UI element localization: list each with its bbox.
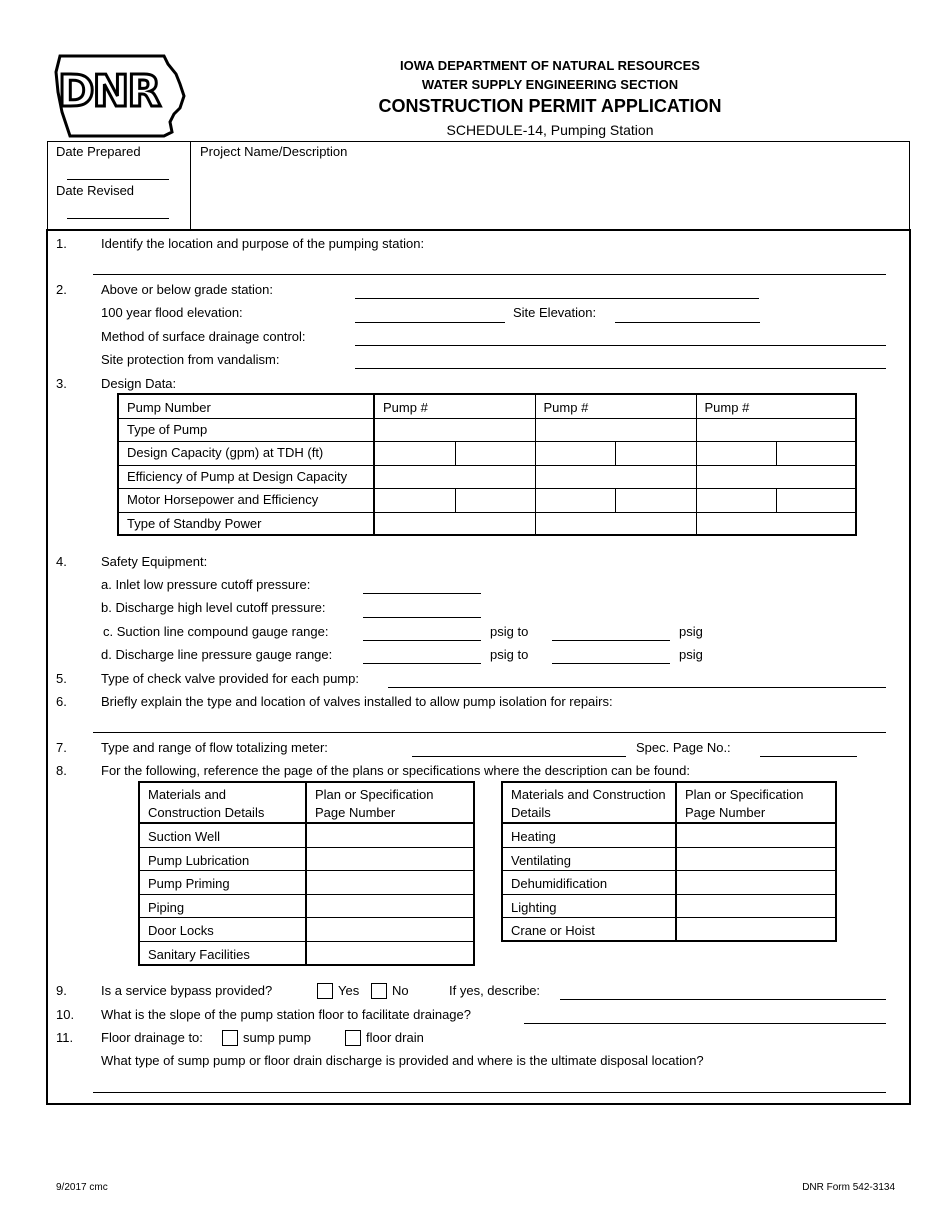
inlet-cutoff-field[interactable] — [363, 593, 481, 594]
q4b-label: b. Discharge high level cutoff pressure: — [101, 600, 326, 615]
table-cell[interactable] — [696, 441, 776, 465]
materials-table-right — [501, 781, 837, 942]
material-piping: Piping — [139, 894, 306, 917]
bypass-describe-field[interactable] — [560, 999, 886, 1000]
footer-form-number: DNR Form 542-3134 — [802, 1182, 895, 1193]
table-cell[interactable] — [306, 870, 474, 894]
table-cell[interactable] — [306, 941, 474, 965]
q5-number: 5. — [56, 671, 67, 686]
table-cell[interactable] — [676, 870, 836, 894]
q4-number: 4. — [56, 554, 67, 569]
table-cell[interactable] — [676, 894, 836, 917]
table-cell[interactable] — [696, 512, 856, 535]
pump-header-3: Pump # — [696, 394, 856, 418]
flood-elevation-field[interactable] — [355, 322, 505, 323]
table-cell[interactable] — [306, 894, 474, 917]
pump-header-2: Pump # — [535, 394, 696, 418]
row-standby-power: Type of Standby Power — [118, 512, 374, 535]
date-prepared-label: Date Prepared — [56, 144, 141, 159]
table-cell[interactable] — [306, 917, 474, 941]
table-cell[interactable] — [374, 512, 535, 535]
row-efficiency: Efficiency of Pump at Design Capacity — [118, 465, 374, 488]
material-door-locks: Door Locks — [139, 917, 306, 941]
table-cell[interactable] — [676, 917, 836, 941]
discharge-gauge-from-field[interactable] — [363, 663, 481, 664]
q4c-psig: psig — [679, 624, 703, 639]
row-type-of-pump: Type of Pump — [118, 418, 374, 441]
discharge-cutoff-field[interactable] — [363, 617, 481, 618]
table-cell[interactable] — [615, 441, 696, 465]
table-cell[interactable] — [306, 823, 474, 847]
table-cell[interactable] — [455, 488, 535, 512]
bypass-yes-label: Yes — [338, 983, 360, 998]
drainage-control-label: Method of surface drainage control: — [101, 329, 306, 344]
table-cell[interactable] — [455, 441, 535, 465]
floor-drain-label: floor drain — [366, 1030, 424, 1045]
q11-text: Floor drainage to: — [101, 1030, 203, 1045]
material-pump-lubrication: Pump Lubrication — [139, 847, 306, 870]
q4a-label: a. Inlet low pressure cutoff pressure: — [101, 577, 311, 592]
q4c-label: c. Suction line compound gauge range: — [103, 624, 329, 639]
q8-text: For the following, reference the page of the plans or specifications where the description can be found: — [101, 763, 690, 778]
table-cell[interactable] — [535, 488, 615, 512]
logo-text: DNR — [58, 66, 160, 117]
material-dehumidification: Dehumidification — [502, 870, 676, 894]
q1-text: Identify the location and purpose of the pumping station: — [101, 236, 425, 251]
table-cell[interactable] — [696, 488, 776, 512]
table-cell[interactable] — [696, 465, 856, 488]
q2-grade-label: Above or below grade station: — [101, 282, 273, 297]
pump-number-header: Pump Number — [118, 394, 374, 418]
q1-number: 1. — [56, 236, 67, 251]
q10-text: What is the slope of the pump station floor to facilitate drainage? — [101, 1007, 471, 1022]
material-ventilating: Ventilating — [502, 847, 676, 870]
q5-text: Type of check valve provided for each pump: — [101, 671, 359, 686]
project-info-box — [47, 141, 910, 231]
q3-number: 3. — [56, 376, 67, 391]
material-crane-hoist: Crane or Hoist — [502, 917, 676, 941]
suction-gauge-to-field[interactable] — [552, 640, 670, 641]
header-agency: IOWA DEPARTMENT OF NATURAL RESOURCES — [400, 58, 700, 73]
page-number-header: Plan or Specification Page Number — [676, 782, 836, 823]
q4d-psig-to: psig to — [490, 647, 529, 662]
date-revised-field[interactable] — [67, 218, 169, 219]
date-prepared-field[interactable] — [67, 179, 169, 180]
project-name-label: Project Name/Description — [200, 144, 348, 159]
site-elevation-field[interactable] — [615, 322, 760, 323]
drainage-control-field[interactable] — [355, 345, 886, 346]
dnr-logo — [52, 52, 187, 140]
table-cell[interactable] — [696, 418, 856, 441]
site-elevation-label: Site Elevation: — [513, 305, 597, 320]
check-valve-field[interactable] — [388, 687, 886, 688]
q4d-psig: psig — [679, 647, 703, 662]
table-cell[interactable] — [535, 441, 615, 465]
design-data-table — [117, 393, 857, 536]
page-number-header: Plan or Specification Page Number — [306, 782, 474, 823]
suction-gauge-from-field[interactable] — [363, 640, 481, 641]
bypass-no-checkbox[interactable] — [371, 983, 387, 999]
table-cell[interactable] — [535, 418, 696, 441]
q4d-label: d. Discharge line pressure gauge range: — [101, 647, 333, 662]
spec-page-field[interactable] — [760, 756, 857, 757]
flood-elevation-label: 100 year flood elevation: — [101, 305, 243, 320]
floor-slope-field[interactable] — [524, 1023, 886, 1024]
material-sanitary-facilities: Sanitary Facilities — [139, 941, 306, 965]
q7-text: Type and range of flow totalizing meter: — [101, 740, 328, 755]
q6-text: Briefly explain the type and location of valves installed to allow pump isolation for repairs: — [101, 694, 613, 709]
footer-date: 9/2017 cmc — [56, 1182, 108, 1193]
table-cell[interactable] — [306, 847, 474, 870]
table-cell[interactable] — [374, 441, 455, 465]
pump-header-1: Pump # — [374, 394, 535, 418]
page-title: CONSTRUCTION PERMIT APPLICATION — [378, 96, 722, 116]
table-cell[interactable] — [374, 418, 535, 441]
q2-number: 2. — [56, 282, 67, 297]
bypass-no-label: No — [392, 983, 409, 998]
project-info-divider — [190, 141, 191, 230]
q9-number: 9. — [56, 983, 67, 998]
valves-field[interactable] — [93, 732, 886, 733]
material-pump-priming: Pump Priming — [139, 870, 306, 894]
q3-text: Design Data: — [101, 376, 177, 391]
q10-number: 10. — [56, 1007, 75, 1022]
table-cell[interactable] — [374, 488, 455, 512]
material-heating: Heating — [502, 823, 676, 847]
date-revised-label: Date Revised — [56, 183, 135, 198]
q7-number: 7. — [56, 740, 67, 755]
page-subtitle: SCHEDULE-14, Pumping Station — [446, 122, 654, 138]
table-cell[interactable] — [776, 441, 856, 465]
table-cell[interactable] — [615, 488, 696, 512]
materials-table-left — [138, 781, 475, 966]
vandalism-label: Site protection from vandalism: — [101, 352, 280, 367]
materials-header: Materials and Construction Details — [502, 782, 676, 823]
sump-pump-checkbox[interactable] — [222, 1030, 238, 1046]
row-design-capacity: Design Capacity (gpm) at TDH (ft) — [118, 441, 374, 465]
sump-pump-label: sump pump — [243, 1030, 311, 1045]
discharge-location-field[interactable] — [93, 1092, 886, 1093]
material-suction-well: Suction Well — [139, 823, 306, 847]
q11-question: What type of sump pump or floor drain discharge is provided and where is the ultimate disposal location? — [101, 1053, 704, 1068]
table-cell[interactable] — [374, 465, 535, 488]
q11-number: 11. — [56, 1030, 74, 1045]
q6-number: 6. — [56, 694, 67, 709]
table-cell[interactable] — [776, 488, 856, 512]
table-cell[interactable] — [535, 512, 696, 535]
bypass-describe-label: If yes, describe: — [449, 983, 541, 998]
row-motor-horsepower: Motor Horsepower and Efficiency — [118, 488, 374, 512]
flow-meter-field[interactable] — [412, 756, 626, 757]
q4c-psig-to: psig to — [490, 624, 529, 639]
floor-drain-checkbox[interactable] — [345, 1030, 361, 1046]
table-cell[interactable] — [535, 465, 696, 488]
materials-header: Materials and Construction Details — [139, 782, 306, 823]
grade-station-field[interactable] — [355, 298, 759, 299]
vandalism-field[interactable] — [355, 368, 886, 369]
table-cell[interactable] — [676, 823, 836, 847]
bypass-yes-checkbox[interactable] — [317, 983, 333, 999]
q9-text: Is a service bypass provided? — [101, 983, 273, 998]
header-section: WATER SUPPLY ENGINEERING SECTION — [421, 77, 679, 92]
material-lighting: Lighting — [502, 894, 676, 917]
q1-answer-field[interactable] — [93, 274, 886, 275]
table-cell[interactable] — [676, 847, 836, 870]
discharge-gauge-to-field[interactable] — [552, 663, 670, 664]
q8-number: 8. — [56, 763, 67, 778]
q4-text: Safety Equipment: — [101, 554, 208, 569]
spec-page-label: Spec. Page No.: — [636, 740, 731, 755]
